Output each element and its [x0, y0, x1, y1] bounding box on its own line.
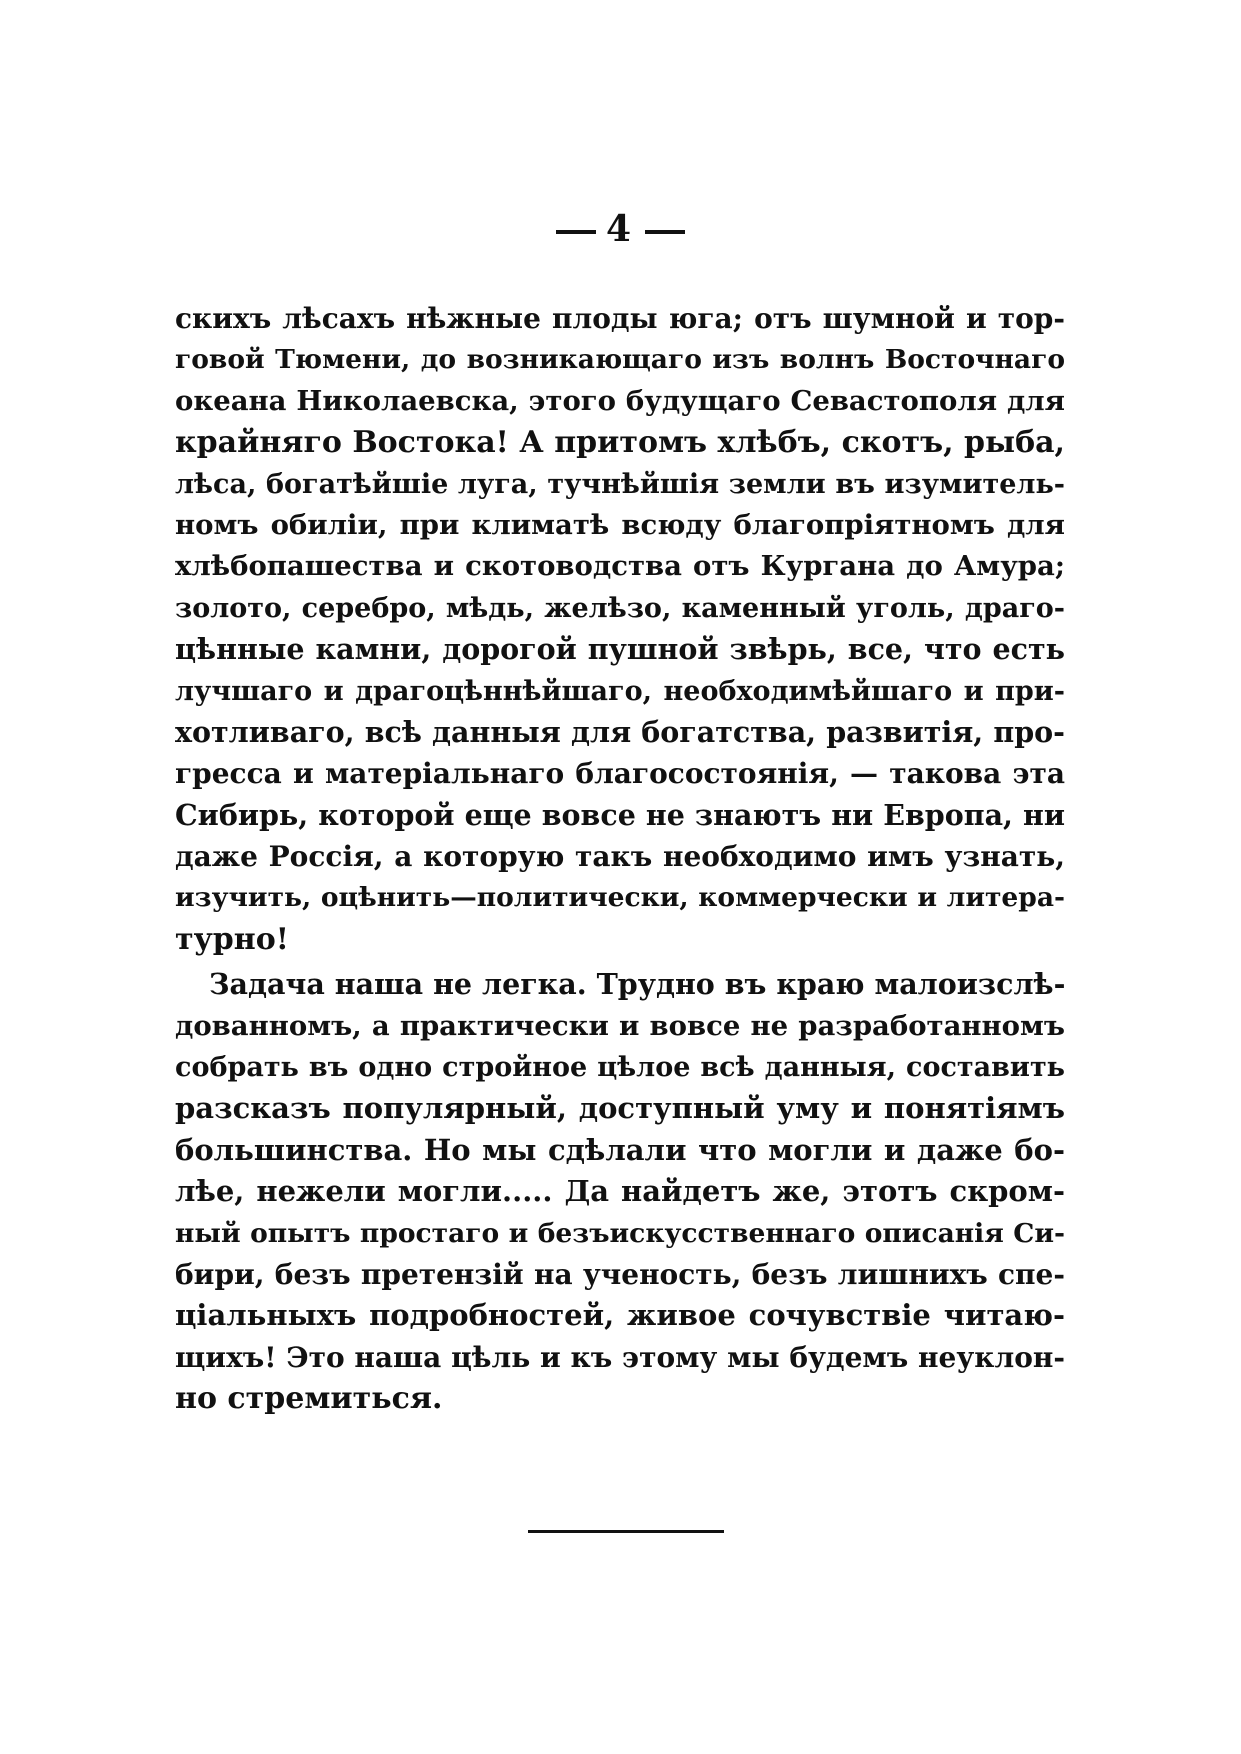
text-line: номъ обиліи, при климатѣ всюду благопріятномъ для [175, 508, 1065, 541]
text-line: щихъ! Это наша цѣль и къ этому мы будемъ неуклон- [175, 1340, 1065, 1374]
text-line: лѣса, богатѣйшіе луга, тучнѣйшія земли въ изумитель- [175, 468, 1065, 500]
text-line: собрать въ одно стройное цѣлое всѣ данныя, составить [175, 1052, 1065, 1084]
page-number-value: 4 [605, 208, 636, 250]
text-line: океана Николаевска, этого будущаго Севастополя для [175, 384, 1065, 417]
paragraph-2 [175, 964, 1065, 1419]
page-number-right-dash [645, 230, 685, 234]
paragraph-1 [175, 298, 1065, 960]
text-line: Задача наша не легка. Трудно въ краю малоизслѣ- [209, 967, 1066, 1002]
text-line: даже Россія, а которую такъ необходимо имъ узнать, [175, 840, 1065, 874]
text-line: хотливаго, всѣ данныя для богатства, развитія, про- [175, 714, 1065, 749]
text-line: гресса и матеріальнаго благосостоянія, — такова эта [175, 757, 1065, 791]
page-number-left-dash [556, 230, 596, 234]
end-rule [528, 1530, 724, 1533]
text-line: ціальныхъ подробностей, живое сочувствіе читаю- [175, 1298, 1065, 1333]
text-line: бири, безъ претензій на ученость, безъ лишнихъ спе- [175, 1257, 1065, 1291]
text-line: лучшаго и драгоцѣннѣйшаго, необходимѣйшаго и при- [175, 675, 1065, 707]
text-line: говой Тюмени, до возникающаго изъ волнъ Восточнаго [175, 344, 1065, 376]
text-line: крайняго Востока! А притомъ хлѣбъ, скотъ, рыба, [175, 425, 1065, 461]
text-line: золото, серебро, мѣдь, желѣзо, каменный уголь, драго- [175, 592, 1065, 624]
text-line: дованномъ, а практически и вовсе не разработанномъ [175, 1009, 1065, 1042]
text-line: лѣе, нежели могли..... Да найдетъ же, этотъ скром- [175, 1174, 1065, 1209]
body-text [175, 298, 1065, 1420]
text-line: цѣнные камни, дорогой пушной звѣрь, все, что есть [175, 632, 1065, 667]
text-line: разсказъ популярный, доступный уму и понятіямъ [175, 1091, 1065, 1126]
page-number [0, 208, 1241, 250]
text-line: ный опытъ простаго и безъискусственнаго описанія Си- [175, 1217, 1065, 1249]
text-line: турно! [175, 921, 289, 957]
text-line: изучить, оцѣнить—политически, коммерчески и литера- [175, 882, 1065, 914]
text-line: скихъ лѣсахъ нѣжные плоды юга; отъ шумной и тор- [175, 302, 1065, 335]
text-line: хлѣбопашества и скотоводства отъ Кургана до Амура; [175, 550, 1065, 583]
text-line: большинства. Но мы сдѣлали что могли и даже бо- [175, 1132, 1065, 1167]
text-line: Сибирь, которой еще вовсе не знаютъ ни Европа, ни [175, 797, 1065, 832]
text-line: но стремиться. [175, 1381, 443, 1417]
